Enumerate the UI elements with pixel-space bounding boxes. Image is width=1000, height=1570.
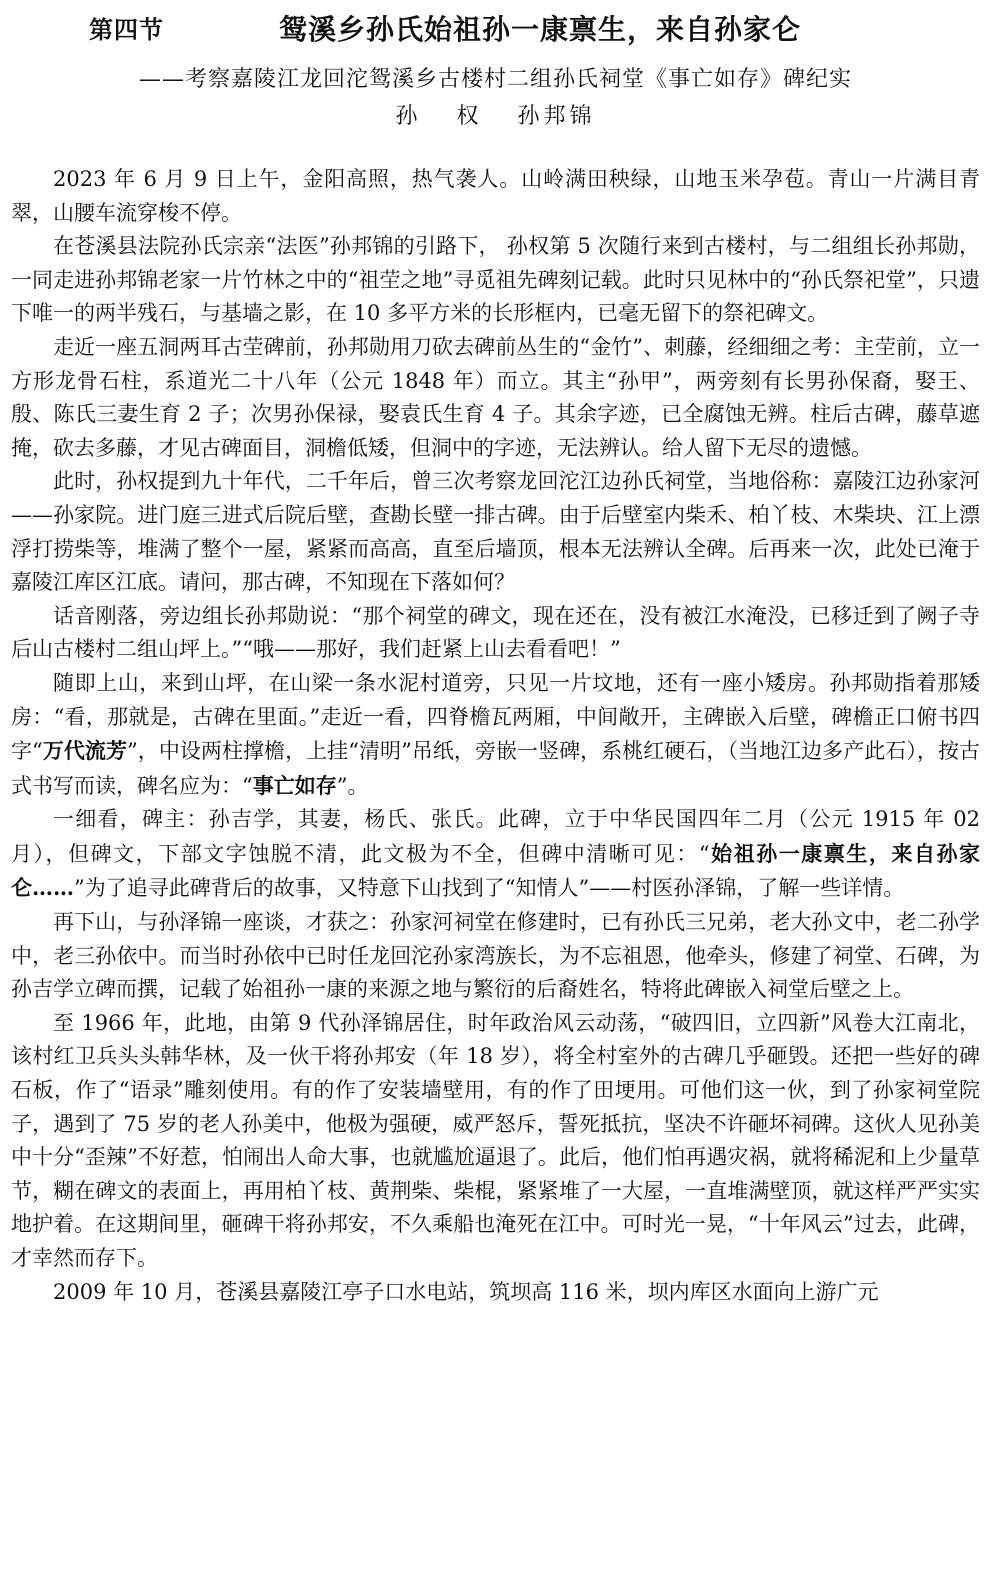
paragraph-10: 2009 年 10 月，苍溪县嘉陵江亭子口水电站，筑坝高 116 米，坝内库区水面向上游广元	[53, 1279, 879, 1304]
paragraph-6	[11, 667, 980, 803]
paragraph-6-text-a: 随即上山，来到山坪，在山梁一条水泥村道旁，只见一片坟地，还有一座小矮房。孙邦勋指着那矮房：“看，那就是，古碑在里面。”走近一看，四脊檐瓦两厢，中间敞开，主碑嵌入后壁，碑檐正口俯书四字“	[11, 670, 980, 764]
article-body	[11, 163, 980, 1309]
paragraph-7-text-b: ”为了追寻此碑背后的故事，又特意下山找到了“知情人”——村医孙泽锦，了解一些详情。	[74, 876, 905, 901]
paragraph-6-text-b: ”，中设两柱撑檐，上挂“清明”吊纸，旁嵌一竖碑，系桃红硬石，（当地江边多产此石），按古式书写而读，碑名应为：“	[11, 739, 980, 798]
paragraph-4: 此时，孙权提到九十年代，二千年后，曾三次考察龙回沱江边孙氏祠堂，当地俗称：嘉陵江边孙家河——孙家院。进门庭三进式后院后壁，查勘长壁一排古碑。由于后壁室内柴禾、柏丫枝、木柴块、江上漂浮打捞柴等，堆满了整个一屋，紧紧而高高，直至后墙顶，根本无法辨认全碑。后再来一次，此处已淹于嘉陵江库区江底。请问，那古碑，不知现在下落如何？	[11, 469, 980, 595]
paragraph-6-text-c: ”。	[336, 773, 369, 798]
paragraph-5: 话音刚落，旁边组长孙邦勋说：“那个祠堂的碑文，现在还在，没有被江水淹没，已移迁到了阙子寺后山古楼村二组山坪上。”“哦——那好，我们赶紧上山去看看吧！”	[11, 603, 980, 662]
paragraph-2: 在苍溪县法院孙氏宗亲“法医”孙邦锦的引路下， 孙权第 5 次随行来到古楼村，与二组组长孙邦勋，一同走进孙邦锦老家一片竹林之中的“祖茔之地”寻觅祖先碑刻记载。此时只见林中的“孙氏祭祀堂”，只遗下唯一的两半残石，与基墙之影，在 10 多平方米的长形框内，已毫无留下的祭祀碑文。	[11, 234, 980, 326]
authors: 孙 权 孙邦锦	[395, 104, 596, 129]
section-header	[11, 0, 980, 52]
chapter-title: 鸳溪乡孙氏始祖孙一康禀生，来自孙家仑	[279, 13, 802, 46]
paragraph-8: 再下山，与孙泽锦一座谈，才获之：孙家河祠堂在修建时，已有孙氏三兄弟，老大孙文中，老二孙学中，老三孙依中。而当时孙依中已时任龙回沱孙家湾族长，为不忘祖恩，他牵头，修建了祠堂、石碑，为孙吉学立碑而撰，记载了始祖孙一康的来源之地与繁衍的后裔姓名，特将此碑嵌入祠堂后壁之上。	[11, 910, 980, 1002]
paragraph-9: 至 1966 年，此地，由第 9 代孙泽锦居住，时年政治风云动荡，“破四旧，立四新”风卷大江南北，该村红卫兵头头韩华林，及一伙干将孙邦安（年 18 岁），将全村室外的古碑几乎砸毁。还把一些好的碑石板，作了“语录”雕刻使用。有的作了安装墙壁用，有的作了田埂用。可他们这一伙，到了孙家祠堂院子，遇到了 75 岁的老人孙美中，他极为强硬，威严怒斥，誓死抵抗，坚决不许砸坏祠碑。这伙人见孙美中十分“歪辣”不好惹，怕闹出人命大事，也就尴尬逼退了。此后，他们怕再遇灾祸，就将稀泥和上少量草节，糊在碑文的表面上，再用柏丫枝、黄荆柴、柴棍，紧紧堆了一大屋，一直堆满壁顶，就这样严严实实地护着。在这期间里，砸碑干将孙邦安，不久乘船也淹死在江中。可时光一晃，“十年风云”过去，此碑，才幸然而存下。	[11, 1010, 980, 1270]
paragraph-3: 走近一座五洞两耳古茔碑前，孙邦勋用刀砍去碑前丛生的“金竹”、刺藤，经细细之考：主茔前，立一方形龙骨石柱，系道光二十八年（公元 1848 年）而立。其主“孙甲”，两旁刻有长男孙保裔，娶王、殷、陈氏三妻生育 2 子；次男孙保禄，娶袁氏生育 4 子。其余字迹，已全腐蚀无辨。柱后古碑，藤草遮掩，砍去多藤，才见古碑面目，洞檐低矮，但洞中的字迹，无法辨认。给人留下无尽的遗憾。	[11, 334, 980, 460]
stele-name: 事亡如存	[252, 772, 337, 798]
paragraph-7	[11, 803, 980, 906]
stele-quote: 始祖孙一康禀生，来自孙家仑……	[11, 840, 981, 901]
paragraph-1: 2023 年 6 月 9 日上午，金阳高照，热气袭人。山岭满田秧绿，山地玉米孕苞。青山一片满目青翠，山腰车流穿梭不停。	[11, 167, 980, 225]
section-label: 第四节	[89, 15, 164, 44]
paragraph-7-text-a: 一细看，碑主：孙吉学，其妻，杨氏、张氏。此碑，立于中华民国四年二月（公元 1915 年 02 月），但碑文，下部文字蚀脱不清，此文极为不全，但碑中清晰可见：“	[11, 807, 981, 866]
subtitle: ——考察嘉陵江龙回沱鸳溪乡古楼村二组孙氏祠堂《事亡如存》碑纪实	[138, 67, 852, 92]
inscription-wandai-liufang: 万代流芳	[42, 738, 127, 764]
